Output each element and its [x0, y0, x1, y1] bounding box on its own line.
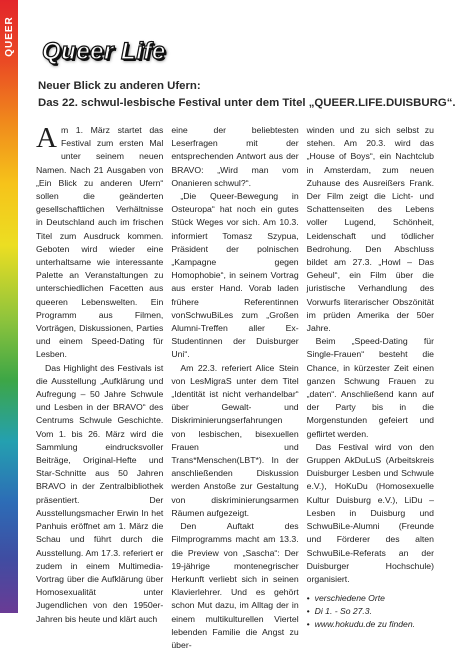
paragraph: Den Auftakt des Filmprogramms macht am 13.3. die Preview von „Sascha“: Der 19-jährige montenegrischer Herkunft verliebt sich in seinen Klavierlehrer. Und es gehört schon Mut dazu, im Alltag der in einem multikulturellen Viertel lebenden Familie die Angst zu über- — [171, 521, 299, 650]
bullet: • — [306, 593, 310, 604]
info-item — [307, 618, 434, 631]
section-label-text: QUEER — [3, 15, 15, 57]
paragraph: m 1. März startet das Festival zum ersten Mal unter seinem neuen Namen. Nach 21 Ausgaben von „Ein Blick zu anderen Ufern“ sollen die geänderten gesellschaftlichen Verhältnisse in Deutschland auch im frischen Titel zum Ausdruck kommen. Geboten wird wieder eine unterhaltsame wie interessante Palette an Veranstaltungen zu unterschiedlichen Facetten aus queeren Lebenswelten. Ein Programm aus Filmen, Vorträgen, Diskussionen, Parties und einem Speed-Dating für Lesben. — [36, 125, 164, 360]
info-text: Di 1. - So 27.3. — [314, 606, 372, 617]
subtitle-line-1: Neuer Blick zu anderen Ufern: — [38, 80, 201, 92]
rainbow-stripe — [0, 0, 18, 613]
column-2 — [171, 124, 299, 650]
article-subtitle — [38, 78, 456, 112]
info-item — [307, 592, 434, 605]
drop-cap: A — [36, 122, 57, 154]
info-text: www.hokudu.de zu finden. — [314, 619, 415, 630]
paragraph: Beim „Speed-Dating für Single-Frauen“ besteht die Chance, in kürzester Zeit einen ganzen Schwung Frauen zu „daten“. Anschließend kann auf der Party bis in die Morgenstunden gefeiert und geflirtet werden. — [306, 336, 434, 439]
column-1 — [36, 122, 164, 624]
event-info — [307, 592, 434, 631]
subtitle-line-2: Das 22. schwul-lesbische Festival unter dem Titel „QUEER.LIFE.DUISBURG“. — [38, 97, 456, 109]
section-label — [0, 0, 18, 72]
paragraph: Das Highlight des Festivals ist die Ausstellung „Aufklärung und Aufregung – 50 Jahre Schwule und Lesben in der BRAVO“ des Centrums Schwule Geschichte. Vom 1. bis 26. März wird die Sammlung eindrucksvoller Beiträge, Original-Hefte und Star-Schnitte aus 50 Jahren BRAVO in der Zentralbibliothek präsentiert. Der Ausstellungsmacher Erwin In het Panhuis eröffnet am 1. März die Schau und führt durch die Ausstellung. Am 17.3. referiert er zudem in einem Multimedia-Vortrag über die Aufklärung über Homosexualität unter Jugendlichen von den 1950er-Jahren bis heute und klärt auch — [36, 362, 164, 624]
paragraph: eine der beliebtesten Leserfragen mit der entsprechenden Antwort aus der BRAVO: „Wird man vom Onanieren schwul?“. — [171, 125, 299, 188]
paragraph: Am 22.3. referiert Alice Stein von LesMigraS unter dem Titel „Identität ist nicht verhandelbar“ über Gewalt- und Diskriminierungserfahrungen von lesbischen, bisexuellen Frauen und Trans*Menschen(LBT*). In der anschließenden Diskussion werden Anstoße zur Gestaltung von diskriminierungsarmen Räumen aufgezeigt. — [171, 362, 299, 518]
bullet: • — [306, 606, 310, 617]
page-title: Queer Life — [42, 38, 166, 65]
bullet: • — [306, 619, 310, 630]
info-text: verschiedene Orte — [314, 593, 385, 604]
paragraph: „Die Queer-Bewegung in Osteuropa“ hat noch ein gutes Stück Weges vor sich. Am 10.3. informiert Tomasz Szypua, Präsident der polnischen „Kampagne gegen Homophobie“, in seinem Vortrag aus erster Hand. Vorab laden frühere Referentinnen vonSchwuBiLes zum „Großen Alumni-Treffen aller Ex-Studentinnen der Duisburger Uni“. — [171, 191, 299, 360]
paragraph: winden und zu sich selbst zu stehen. Am 20.3. wird das „House of Boys“, ein Nachtclub in Amsterdam, zum neuen Zuhause des Ausreißers Frank. Der Film zeigt die Licht- und Schattenseiten des Lebens voller Lugend, Schönheit, Leidenschaft und tödlicher Bedrohung. Den Abschluss bildet am 27.3. „Howl – Das Geheul“, ein Film über die juristische Verhandlung des Vorwurfs literarischer Obszönität im prüden Amerika der 50er Jahre. — [306, 125, 434, 334]
article-body — [36, 122, 434, 650]
info-item — [307, 605, 434, 618]
column-3 — [306, 124, 434, 630]
paragraph: Das Festival wird von den Gruppen AkDuLuS (Arbeitskreis Duisburger Lesben und Schwule e.V.), HoKuDu (Homosexuelle Kultur Duisburg e.V.), LiDu – Lesben in Duisburg und SchwuBiLe-Alumni (Freunde und Förderer des alten SchwuBiLe-Referats an der Duisburger Hochschule) organisiert. — [306, 441, 434, 584]
